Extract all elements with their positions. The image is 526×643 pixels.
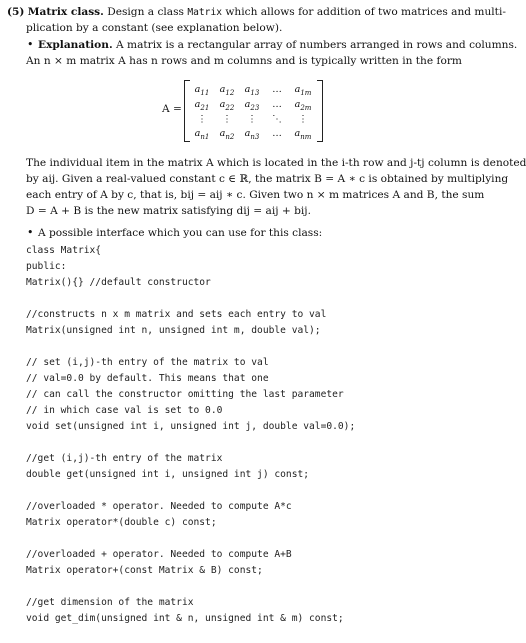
matrix-entry: … (272, 84, 282, 95)
matrix-entry: $a_{1m}$ (294, 84, 312, 97)
matrix-entry: $a_{2m}$ (294, 99, 312, 112)
matrix-entry: $a_{23}$ (244, 99, 260, 112)
matrix-entry: $a_{21}$ (194, 99, 210, 112)
code-comment-dim: //get dimension of the matrix (26, 597, 194, 608)
code-comment-mul: //overloaded * operator. Needed to compute A*c (26, 501, 292, 512)
code-line-default-ctor: Matrix(){} //default constructor (26, 277, 211, 288)
explanation-title: Explanation. (38, 39, 113, 51)
explanation-text: A matrix is a rectangular array of numbers arranged in rows and columns. (112, 39, 518, 51)
matrix-entry: $a_{n3}$ (244, 128, 260, 141)
code-line-get: double get(unsigned int i, unsigned int j) const; (26, 469, 310, 480)
matrix-entry: ⋮ (222, 114, 232, 125)
problem-title: Matrix class. (27, 6, 104, 18)
code-comment-set-4: // in which case val is set to 0.0 (26, 405, 223, 416)
code-line-mul: Matrix operator*(double c) const; (26, 517, 217, 528)
matrix-entry: $a_{n2}$ (219, 128, 235, 141)
class-name-code: Matrix (187, 7, 222, 18)
problem-text-b: which allows for addition of two matrices and multi- (222, 6, 506, 18)
matrix-lhs: A = (162, 103, 182, 115)
body-line-4: D = A + B is the new matrix satisfying dij = aij + bij. (26, 205, 311, 217)
code-line-set: void set(unsigned int i, unsigned int j, double val=0.0); (26, 421, 356, 432)
body-line-1: The individual item in the matrix A which is located in the i-th row and j-tj column is denoted (26, 157, 526, 169)
code-comment-set-2: // val=0.0 by default. This means that one (26, 373, 269, 384)
body-line-3: each entry of A by c, that is, bij = aij ∗ c. Given two n × m matrices A and B, the sum (26, 189, 485, 201)
code-line-public: public: (26, 261, 67, 272)
matrix-entry: ⋱ (272, 114, 282, 125)
code-comment-ctor: //constructs n x m matrix and sets each entry to val (26, 309, 327, 320)
interface-intro: A possible interface which you can use for this class: (38, 227, 323, 239)
explanation-line-2: An n × m matrix A has n rows and m columns and is typically written in the form (26, 55, 462, 67)
matrix-entry: … (272, 128, 282, 139)
matrix-entry: ⋮ (298, 114, 308, 125)
matrix-entry: $a_{22}$ (219, 99, 235, 112)
code-line-class: class Matrix{ (26, 245, 102, 256)
matrix-entry: $a_{13}$ (244, 84, 260, 97)
code-line-ctor: Matrix(unsigned int n, unsigned int m, double val); (26, 325, 321, 336)
matrix-entry: … (272, 99, 282, 110)
bullet-interface: • (27, 226, 34, 239)
problem-number: (5) (7, 6, 25, 18)
body-line-2: by aij. Given a real-valued constant c ∈ ℝ, the matrix B = A ∗ c is obtained by multiplying (26, 173, 509, 185)
problem-text-a: Design a class (103, 6, 188, 18)
matrix-entry: $a_{n1}$ (194, 128, 210, 141)
code-comment-set-1: // set (i,j)-th entry of the matrix to val (26, 357, 269, 368)
code-line-dim: void get_dim(unsigned int & n, unsigned int & m) const; (26, 613, 344, 624)
matrix-entry: ⋮ (197, 114, 207, 125)
matrix-entry: $a_{nm}$ (294, 128, 312, 141)
problem-heading (7, 6, 506, 18)
code-line-add: Matrix operator+(const Matrix & B) const; (26, 565, 263, 576)
explanation-line (38, 39, 517, 51)
bullet-explanation: • (27, 38, 34, 51)
code-comment-add: //overloaded + operator. Needed to compute A+B (26, 549, 292, 560)
problem-line-2: plication by a constant (see explanation below). (26, 22, 283, 34)
matrix-entry: $a_{12}$ (219, 84, 235, 97)
code-comment-set-3: // can call the constructor omitting the last parameter (26, 389, 344, 400)
matrix-entry: $a_{11}$ (194, 84, 210, 97)
matrix-entry: ⋮ (247, 114, 257, 125)
code-comment-get: //get (i,j)-th entry of the matrix (26, 453, 223, 464)
